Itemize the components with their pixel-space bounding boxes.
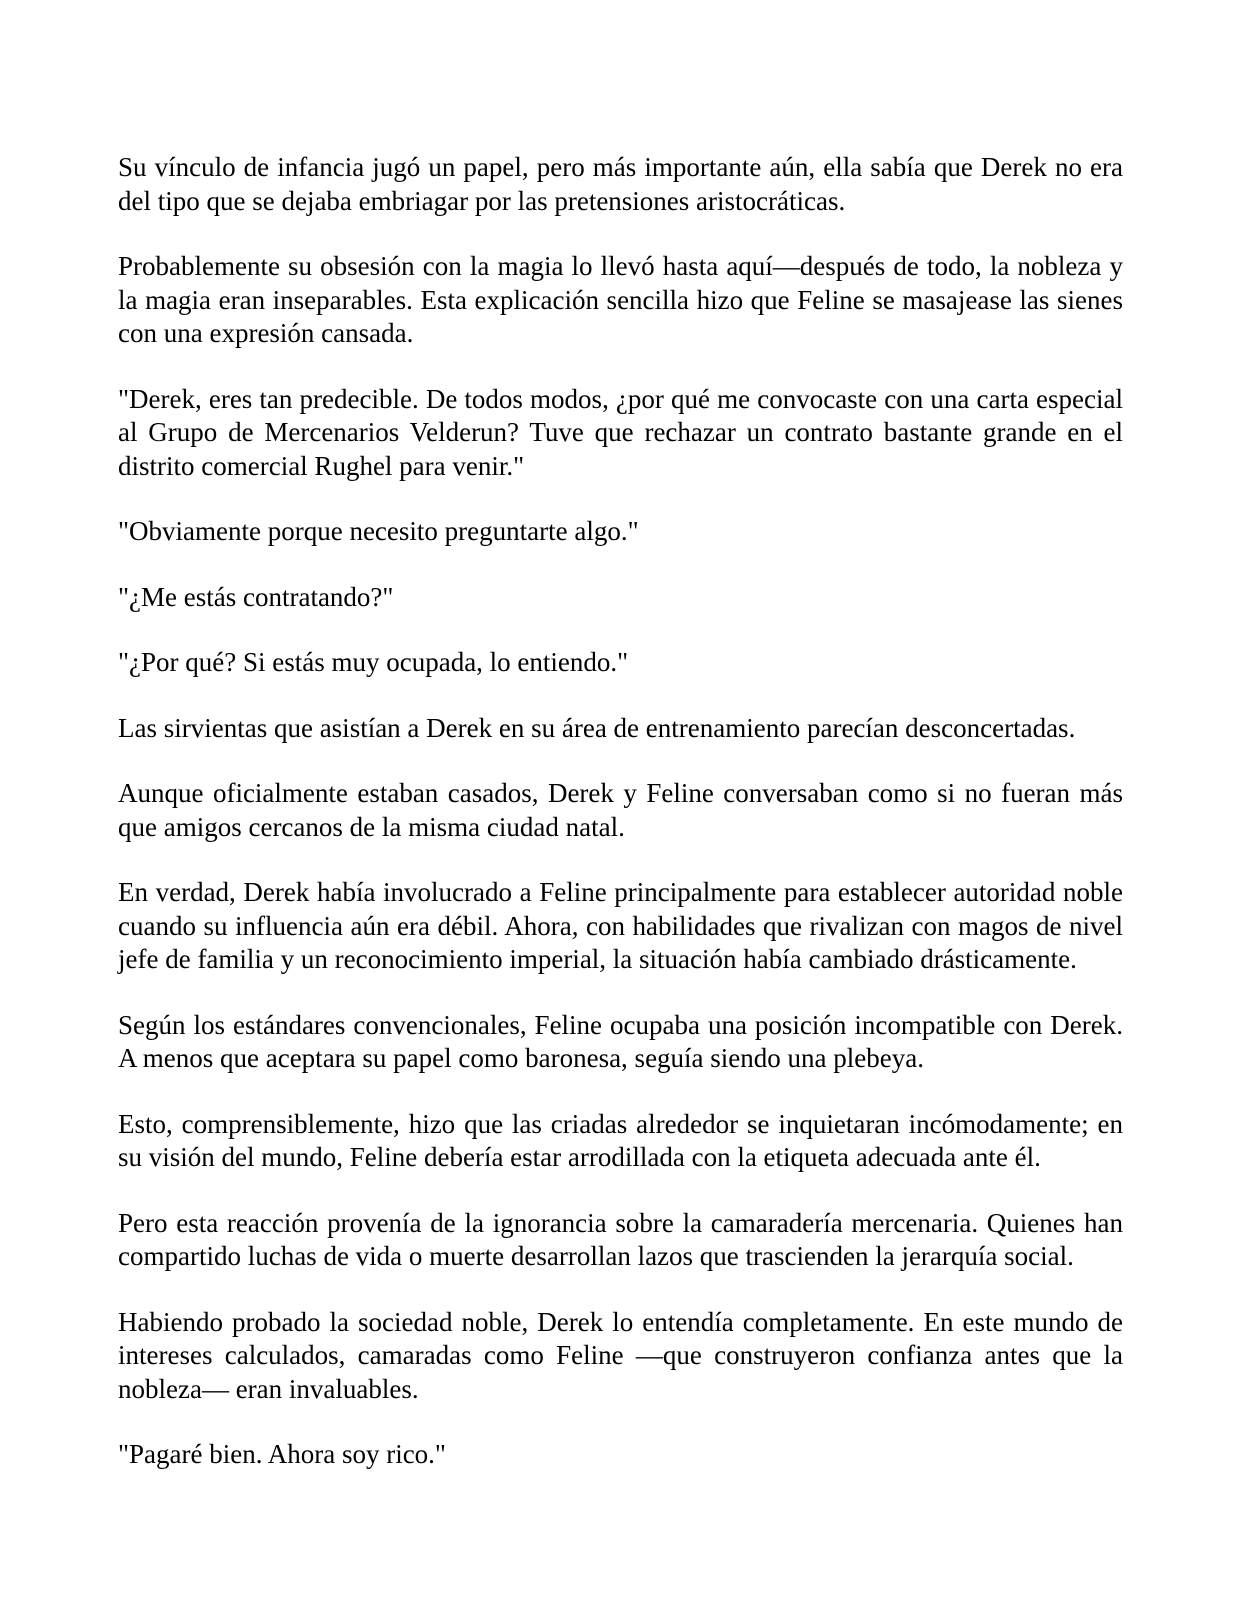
paragraph-13: Habiendo probado la sociedad noble, Derek lo entendía completamente. En este mundo de intereses calculados, camaradas como Feline —que construyeron confianza antes que la nobleza— eran invaluables.	[118, 1306, 1123, 1404]
paragraph-3: "Derek, eres tan predecible. De todos modos, ¿por qué me convocaste con una carta especial al Grupo de Mercenarios Velderun? Tuve que rechazar un contrato bastante grande en el distrito comercial Rughel para venir."	[118, 383, 1123, 481]
paragraph-5: "¿Me estás contratando?"	[118, 581, 394, 612]
paragraph-9: En verdad, Derek había involucrado a Feline principalmente para establecer autoridad noble cuando su influencia aún era débil. Ahora, con habilidades que rivalizan con magos de nivel jefe de familia y un reconocimiento imperial, la situación había cambiado drásticamente.	[118, 877, 1123, 974]
paragraph-6: "¿Por qué? Si estás muy ocupada, lo entiendo."	[118, 647, 629, 677]
document-body	[118, 151, 1123, 1504]
paragraph-12: Pero esta reacción provenía de la ignorancia sobre la camaradería mercenaria. Quienes han compartido luchas de vida o muerte desarrollan lazos que trascienden la jerarquía social.	[118, 1207, 1123, 1271]
paragraph-14: "Pagaré bien. Ahora soy rico."	[118, 1439, 446, 1469]
paragraph-4: "Obviamente porque necesito preguntarte algo."	[118, 516, 639, 546]
paragraph-10: Según los estándares convencionales, Feline ocupaba una posición incompatible con Derek. A menos que aceptara su papel como baronesa, seguía siendo una plebeya.	[118, 1009, 1123, 1073]
paragraph-11: Esto, comprensiblemente, hizo que las criadas alrededor se inquietaran incómodamente; en su visión del mundo, Feline debería estar arrodillada con la etiqueta adecuada ante él.	[118, 1108, 1123, 1172]
paragraph-7: Las sirvientas que asistían a Derek en su área de entrenamiento parecían desconcertadas.	[118, 712, 1076, 743]
paragraph-1: Su vínculo de infancia jugó un papel, pero más importante aún, ella sabía que Derek no era del tipo que se dejaba embriagar por las pretensiones aristocráticas.	[118, 152, 1123, 216]
paragraph-2: Probablemente su obsesión con la magia lo llevó hasta aquí—después de todo, la nobleza y la magia eran inseparables. Esta explicación sencilla hizo que Feline se masajease las sienes con una expresión cansada.	[118, 251, 1123, 348]
paragraph-8: Aunque oficialmente estaban casados, Derek y Feline conversaban como si no fueran más que amigos cercanos de la misma ciudad natal.	[118, 778, 1123, 842]
